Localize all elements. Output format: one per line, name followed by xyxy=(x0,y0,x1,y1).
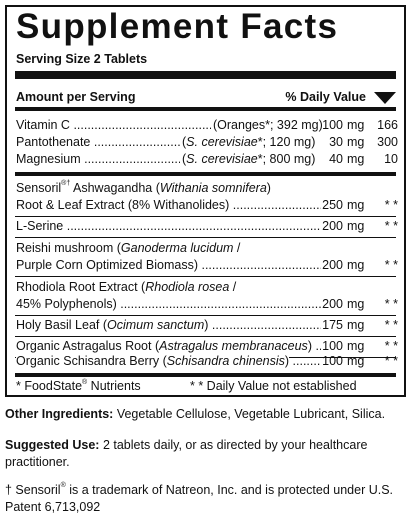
nutrient-name: Pantothenate xyxy=(16,135,91,149)
divider-thin xyxy=(15,276,396,277)
ingredient-unit: mg xyxy=(347,354,365,368)
ingredient-dv: * * xyxy=(384,198,398,212)
ingredient-unit: mg xyxy=(347,297,365,311)
nutrient-name: Vitamin C xyxy=(16,118,70,132)
ingredient-name: Holy Basil Leaf (Ocimum sanctum) xyxy=(16,318,209,332)
nutrient-source: (S. cerevisiae*; 120 mg) xyxy=(182,135,316,149)
ingredient-name: Rhodiola Root Extract ( xyxy=(16,280,146,294)
ingredient-unit: mg xyxy=(347,339,365,353)
ingredient-name: Reishi mushroom ( xyxy=(16,241,121,255)
nutrient-unit: mg xyxy=(347,118,365,132)
dv-not-established-note: * * Daily Value not established xyxy=(190,379,357,393)
ingredient-name: Root & Leaf Extract (8% Withanolides) xyxy=(16,198,230,212)
ingredient-name: Sensoril xyxy=(16,181,62,195)
nutrient-amount: 100 xyxy=(322,118,343,132)
ingredient-dv: * * xyxy=(384,318,398,332)
ingredient-row-reishi-line1: Reishi mushroom (Ganoderma lucidum / xyxy=(16,241,241,255)
ingredient-amount: 100 xyxy=(322,354,343,368)
nutrient-amount: 30 xyxy=(329,135,343,149)
ingredient-row-ashwagandha-line1: Sensoril®† Ashwagandha (Withania somnifera) xyxy=(16,180,271,195)
dv-header: % Daily Value xyxy=(285,90,366,104)
nutrient-row-pantothenate xyxy=(16,134,396,151)
ingredient-dv: * * xyxy=(384,339,398,353)
ingredient-amount: 250 xyxy=(322,198,343,212)
ingredient-row-schisandra xyxy=(16,353,396,370)
ingredient-amount: 200 xyxy=(322,258,343,272)
nutrient-row-magnesium xyxy=(16,151,396,168)
column-header xyxy=(16,90,396,108)
nutrient-dv: 300 xyxy=(377,135,398,149)
nutrient-source: (S. cerevisiae*; 800 mg) xyxy=(182,152,316,166)
ingredient-amount: 175 xyxy=(322,318,343,332)
nutrient-amount: 40 xyxy=(329,152,343,166)
divider-medium xyxy=(15,172,396,176)
ingredient-dv: * * xyxy=(384,258,398,272)
divider-medium xyxy=(15,107,396,111)
panel-title: Supplement Facts xyxy=(16,7,339,46)
ingredient-name: Organic Astragalus Root (Astragalus membranaceus) xyxy=(16,339,312,353)
serving-size: Serving Size 2 Tablets xyxy=(16,52,148,66)
trademark-notice: † Sensoril® is a trademark of Natreon, Inc. and is protected under U.S. Patent 6,713,092 xyxy=(5,482,394,514)
ingredient-amount: 100 xyxy=(322,339,343,353)
ingredient-amount: 200 xyxy=(322,219,343,233)
ingredient-unit: mg xyxy=(347,318,365,332)
triangle-down-icon xyxy=(374,92,396,104)
ingredient-row-holy-basil xyxy=(16,317,396,334)
suggested-use-text: 2 tablets daily, or as directed by your healthcare practitioner. xyxy=(5,438,368,469)
divider-medium xyxy=(15,373,396,377)
ingredient-name: Purple Corn Optimized Biomass) xyxy=(16,258,199,272)
ingredient-name: Organic Schisandra Berry (Schisandra chinensis) xyxy=(16,354,290,368)
nutrient-source: (Oranges*; 392 mg) xyxy=(213,118,323,132)
ingredient-unit: mg xyxy=(347,258,365,272)
ingredient-row-rhodiola-line1: Rhodiola Root Extract (Rhodiola rosea / xyxy=(16,280,237,294)
supplement-facts-panel xyxy=(5,5,406,397)
ingredient-unit: mg xyxy=(347,198,365,212)
ingredient-row-rhodiola xyxy=(16,296,396,313)
nutrient-dv: 10 xyxy=(384,152,398,166)
other-ingredients-label: Other Ingredients: xyxy=(5,407,114,421)
ingredient-name: 45% Polyphenols) xyxy=(16,297,117,311)
trademark-mark: ®† xyxy=(61,180,71,187)
amount-header: Amount per Serving xyxy=(16,90,136,104)
suggested-use xyxy=(5,437,409,471)
divider-thin xyxy=(15,315,396,316)
suggested-use-label: Suggested Use: xyxy=(5,438,100,452)
other-ingredients xyxy=(5,406,409,423)
divider-thin xyxy=(15,237,396,238)
ingredient-dv: * * xyxy=(384,354,398,368)
ingredient-dv: * * xyxy=(384,297,398,311)
nutrient-unit: mg xyxy=(347,135,365,149)
nutrient-dv: 166 xyxy=(377,118,398,132)
ingredient-unit: mg xyxy=(347,219,365,233)
nutrient-row-vitamin-c xyxy=(16,117,396,134)
other-ingredients-text: Vegetable Cellulose, Vegetable Lubricant, Silica. xyxy=(113,407,386,421)
divider-thin xyxy=(15,336,396,337)
foodstate-note: * FoodState® Nutrients xyxy=(16,379,141,393)
nutrient-unit: mg xyxy=(347,152,365,166)
divider-thick xyxy=(15,71,396,79)
ingredient-amount: 200 xyxy=(322,297,343,311)
ingredient-dv: * * xyxy=(384,219,398,233)
divider-thin xyxy=(15,216,396,217)
ingredient-name: L-Serine xyxy=(16,219,64,233)
nutrient-name: Magnesium xyxy=(16,152,81,166)
ingredient-row-ashwagandha xyxy=(16,197,396,214)
ingredient-row-reishi xyxy=(16,257,396,274)
ingredient-row-l-serine xyxy=(16,218,396,235)
